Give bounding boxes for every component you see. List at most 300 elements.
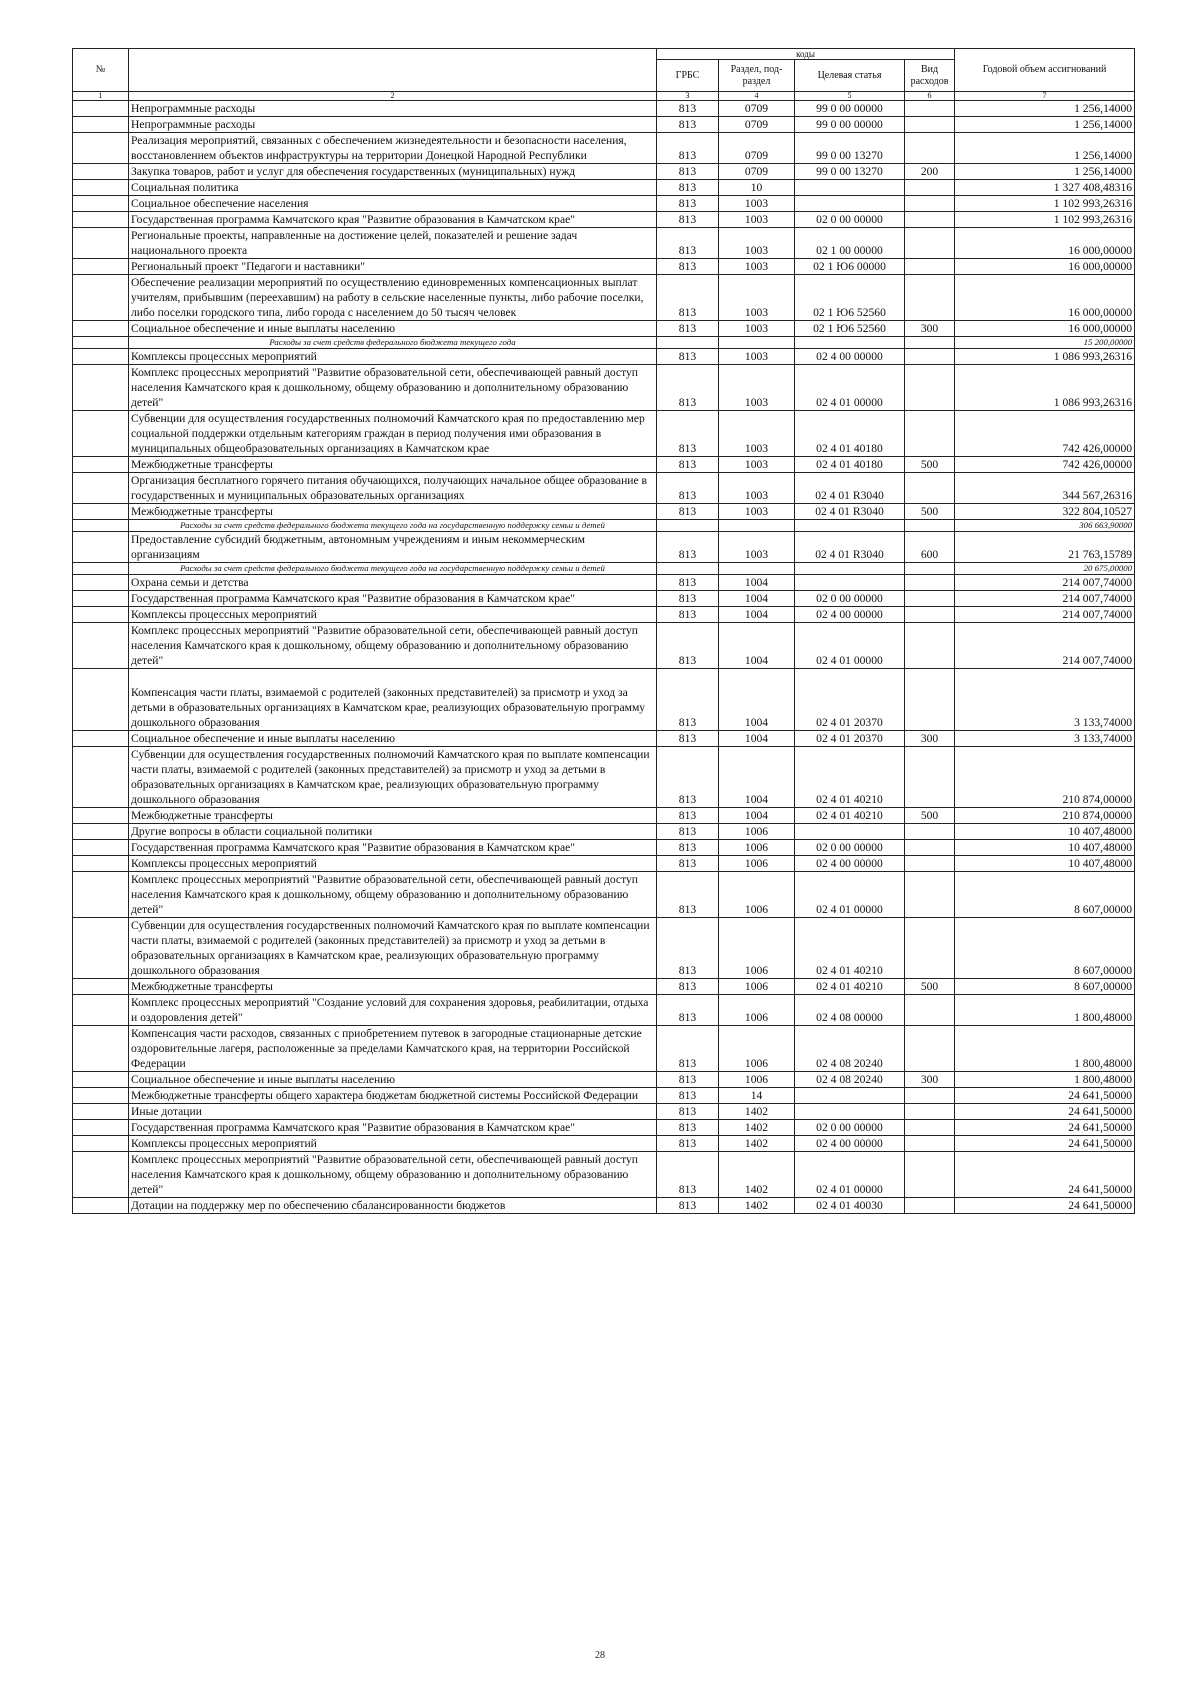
- row-grbs-cell: 813: [657, 532, 719, 563]
- row-section-cell: 1003: [719, 212, 795, 228]
- row-target-cell: 02 4 01 R3040: [795, 473, 905, 504]
- row-type-cell: [905, 473, 955, 504]
- row-type-cell: [905, 212, 955, 228]
- table-row: [73, 212, 1135, 228]
- row-section-cell: 1402: [719, 1152, 795, 1198]
- row-name-cell: Социальное обеспечение населения: [129, 196, 657, 212]
- row-name-cell: Компенсация части платы, взимаемой с родителей (законных представителей) за присмотр и уход за детьми в образовательных организациях в Камчатском крае, реализующих образовательную программу дошкольного образования: [129, 669, 657, 731]
- row-grbs-cell: 813: [657, 1120, 719, 1136]
- row-amount-cell: 15 200,00000: [955, 337, 1135, 349]
- row-grbs-cell: 813: [657, 457, 719, 473]
- row-type-cell: [905, 856, 955, 872]
- header-idx: 2: [129, 92, 657, 101]
- row-target-cell: [795, 563, 905, 575]
- row-amount-cell: 16 000,00000: [955, 228, 1135, 259]
- row-no-cell: [73, 607, 129, 623]
- row-section-cell: 1003: [719, 275, 795, 321]
- row-target-cell: 02 4 01 00000: [795, 623, 905, 669]
- row-type-cell: [905, 1136, 955, 1152]
- table-row: [73, 979, 1135, 995]
- table-row: [73, 365, 1135, 411]
- table-row: [73, 337, 1135, 349]
- row-no-cell: [73, 591, 129, 607]
- row-amount-cell: 16 000,00000: [955, 321, 1135, 337]
- row-grbs-cell: 813: [657, 349, 719, 365]
- row-name-cell: Субвенции для осуществления государственных полномочий Камчатского края по выплате компенсации части платы, взимаемой с родителей (законных представителей) за присмотр и уход за детьми в образовательных организациях в Камчатском крае, реализующих образовательную программу дошкольного образования: [129, 747, 657, 808]
- table-row: [73, 349, 1135, 365]
- header-idx: 4: [719, 92, 795, 101]
- row-amount-cell: 16 000,00000: [955, 259, 1135, 275]
- header-idx: 1: [73, 92, 129, 101]
- header-idx: 5: [795, 92, 905, 101]
- row-type-cell: [905, 840, 955, 856]
- row-grbs-cell: 813: [657, 856, 719, 872]
- row-section-cell: 1003: [719, 473, 795, 504]
- row-name-cell: Иные дотации: [129, 1104, 657, 1120]
- table-row: [73, 101, 1135, 117]
- row-section-cell: 1004: [719, 747, 795, 808]
- row-grbs-cell: 813: [657, 575, 719, 591]
- table-row: [73, 411, 1135, 457]
- row-name-cell: Межбюджетные трансферты: [129, 979, 657, 995]
- row-name-cell: Межбюджетные трансферты общего характера бюджетам бюджетной системы Российской Федерации: [129, 1088, 657, 1104]
- table-row: [73, 575, 1135, 591]
- row-no-cell: [73, 1072, 129, 1088]
- table-row: [73, 504, 1135, 520]
- table-row: [73, 995, 1135, 1026]
- row-name-cell: Региональный проект "Педагоги и наставники": [129, 259, 657, 275]
- table-row: [73, 856, 1135, 872]
- row-amount-cell: 1 800,48000: [955, 1026, 1135, 1072]
- row-no-cell: [73, 824, 129, 840]
- row-section-cell: 1402: [719, 1136, 795, 1152]
- header-type: Вид расходов: [905, 60, 955, 92]
- row-target-cell: 02 1 Ю6 52560: [795, 275, 905, 321]
- row-target-cell: 02 4 01 R3040: [795, 504, 905, 520]
- row-section-cell: 1004: [719, 623, 795, 669]
- row-grbs-cell: 813: [657, 473, 719, 504]
- row-type-cell: [905, 411, 955, 457]
- row-amount-cell: 214 007,74000: [955, 623, 1135, 669]
- row-type-cell: [905, 196, 955, 212]
- table-row: [73, 607, 1135, 623]
- row-target-cell: [795, 180, 905, 196]
- table-body: [73, 101, 1135, 1214]
- row-no-cell: [73, 180, 129, 196]
- row-type-cell: 300: [905, 321, 955, 337]
- row-type-cell: 500: [905, 808, 955, 824]
- row-name-cell: Расходы за счет средств федерального бюджета текущего года на государственную поддержку семьи и детей: [129, 563, 657, 575]
- row-name-cell: Государственная программа Камчатского края "Развитие образования в Камчатском крае": [129, 212, 657, 228]
- row-target-cell: 02 4 01 R3040: [795, 532, 905, 563]
- row-type-cell: 500: [905, 979, 955, 995]
- row-type-cell: [905, 623, 955, 669]
- row-type-cell: [905, 824, 955, 840]
- row-type-cell: [905, 1120, 955, 1136]
- row-amount-cell: 1 327 408,48316: [955, 180, 1135, 196]
- row-grbs-cell: 813: [657, 321, 719, 337]
- row-target-cell: [795, 575, 905, 591]
- row-name-cell: Дотации на поддержку мер по обеспечению сбалансированности бюджетов: [129, 1198, 657, 1214]
- row-grbs-cell: 813: [657, 259, 719, 275]
- row-type-cell: [905, 591, 955, 607]
- table-row: [73, 747, 1135, 808]
- row-name-cell: Субвенции для осуществления государственных полномочий Камчатского края по выплате компенсации части платы, взимаемой с родителей (законных представителей) за присмотр и уход за детьми в образовательных организациях в Камчатском крае, реализующих образовательную программу дошкольного образования: [129, 918, 657, 979]
- row-type-cell: [905, 117, 955, 133]
- row-type-cell: [905, 101, 955, 117]
- row-name-cell: Охрана семьи и детства: [129, 575, 657, 591]
- row-section-cell: 1003: [719, 457, 795, 473]
- row-target-cell: 02 1 Ю6 00000: [795, 259, 905, 275]
- row-target-cell: 02 4 08 20240: [795, 1072, 905, 1088]
- row-type-cell: [905, 575, 955, 591]
- row-grbs-cell: 813: [657, 411, 719, 457]
- row-target-cell: [795, 337, 905, 349]
- row-amount-cell: 1 102 993,26316: [955, 196, 1135, 212]
- row-no-cell: [73, 918, 129, 979]
- row-target-cell: [795, 1104, 905, 1120]
- row-amount-cell: 1 086 993,26316: [955, 365, 1135, 411]
- row-grbs-cell: 813: [657, 591, 719, 607]
- row-section-cell: [719, 520, 795, 532]
- row-no-cell: [73, 840, 129, 856]
- row-name-cell: Региональные проекты, направленные на достижение целей, показателей и решение задач национального проекта: [129, 228, 657, 259]
- row-amount-cell: 214 007,74000: [955, 575, 1135, 591]
- row-no-cell: [73, 623, 129, 669]
- row-target-cell: 02 4 01 40210: [795, 918, 905, 979]
- table-row: [73, 164, 1135, 180]
- table-row: [73, 532, 1135, 563]
- row-amount-cell: 24 641,50000: [955, 1088, 1135, 1104]
- row-no-cell: [73, 259, 129, 275]
- row-target-cell: 02 0 00 00000: [795, 1120, 905, 1136]
- row-section-cell: 1006: [719, 1072, 795, 1088]
- row-type-cell: [905, 1104, 955, 1120]
- table-row: [73, 591, 1135, 607]
- row-type-cell: [905, 563, 955, 575]
- row-section-cell: 0709: [719, 164, 795, 180]
- row-type-cell: [905, 872, 955, 918]
- row-no-cell: [73, 411, 129, 457]
- row-section-cell: 1003: [719, 411, 795, 457]
- row-target-cell: 99 0 00 00000: [795, 117, 905, 133]
- row-target-cell: [795, 1088, 905, 1104]
- row-section-cell: 1004: [719, 731, 795, 747]
- row-grbs-cell: 813: [657, 995, 719, 1026]
- row-section-cell: 1003: [719, 365, 795, 411]
- row-grbs-cell: 813: [657, 607, 719, 623]
- row-amount-cell: 210 874,00000: [955, 747, 1135, 808]
- header-no: №: [73, 49, 129, 92]
- row-name-cell: Комплексы процессных мероприятий: [129, 607, 657, 623]
- row-target-cell: 02 0 00 00000: [795, 840, 905, 856]
- row-grbs-cell: 813: [657, 228, 719, 259]
- row-no-cell: [73, 979, 129, 995]
- row-type-cell: 300: [905, 1072, 955, 1088]
- row-amount-cell: 210 874,00000: [955, 808, 1135, 824]
- row-type-cell: [905, 607, 955, 623]
- row-grbs-cell: 813: [657, 180, 719, 196]
- row-target-cell: 02 4 00 00000: [795, 856, 905, 872]
- row-name-cell: Комплексы процессных мероприятий: [129, 856, 657, 872]
- row-no-cell: [73, 164, 129, 180]
- row-type-cell: 500: [905, 457, 955, 473]
- row-amount-cell: 214 007,74000: [955, 591, 1135, 607]
- row-section-cell: 1006: [719, 995, 795, 1026]
- row-name-cell: Реализация мероприятий, связанных с обеспечением жизнедеятельности и безопасности населения, восстановлением объектов инфраструктуры на территории Донецкой Народной Республики: [129, 133, 657, 164]
- row-grbs-cell: 813: [657, 731, 719, 747]
- row-grbs-cell: 813: [657, 212, 719, 228]
- row-type-cell: [905, 918, 955, 979]
- row-grbs-cell: 813: [657, 196, 719, 212]
- row-target-cell: 99 0 00 00000: [795, 101, 905, 117]
- row-no-cell: [73, 1104, 129, 1120]
- row-grbs-cell: 813: [657, 747, 719, 808]
- row-section-cell: 1003: [719, 321, 795, 337]
- row-no-cell: [73, 133, 129, 164]
- header-codes: коды: [657, 49, 955, 60]
- row-name-cell: Другие вопросы в области социальной политики: [129, 824, 657, 840]
- row-name-cell: Расходы за счет средств федерального бюджета текущего года на государственную поддержку семьи и детей: [129, 520, 657, 532]
- row-amount-cell: 306 663,90000: [955, 520, 1135, 532]
- row-type-cell: [905, 1088, 955, 1104]
- row-section-cell: 14: [719, 1088, 795, 1104]
- row-target-cell: 02 4 01 40210: [795, 979, 905, 995]
- row-no-cell: [73, 196, 129, 212]
- row-no-cell: [73, 1198, 129, 1214]
- row-no-cell: [73, 872, 129, 918]
- table-row: [73, 918, 1135, 979]
- row-target-cell: 02 4 01 40180: [795, 411, 905, 457]
- row-section-cell: 1003: [719, 532, 795, 563]
- table-row: [73, 1088, 1135, 1104]
- row-target-cell: [795, 196, 905, 212]
- row-amount-cell: 24 641,50000: [955, 1198, 1135, 1214]
- row-amount-cell: 24 641,50000: [955, 1136, 1135, 1152]
- row-no-cell: [73, 856, 129, 872]
- row-no-cell: [73, 321, 129, 337]
- table-row: [73, 824, 1135, 840]
- row-no-cell: [73, 337, 129, 349]
- row-type-cell: 300: [905, 731, 955, 747]
- row-section-cell: 1006: [719, 979, 795, 995]
- row-section-cell: 1006: [719, 1026, 795, 1072]
- row-name-cell: Межбюджетные трансферты: [129, 457, 657, 473]
- header-amount: Годовой объем ассигнований: [955, 49, 1135, 92]
- row-grbs-cell: 813: [657, 1026, 719, 1072]
- row-section-cell: 1004: [719, 575, 795, 591]
- header-section: Раздел, под-раздел: [719, 60, 795, 92]
- row-name-cell: Социальное обеспечение и иные выплаты населению: [129, 731, 657, 747]
- row-amount-cell: 214 007,74000: [955, 607, 1135, 623]
- row-section-cell: 1402: [719, 1104, 795, 1120]
- row-name-cell: Непрограммные расходы: [129, 101, 657, 117]
- row-amount-cell: 1 256,14000: [955, 133, 1135, 164]
- row-no-cell: [73, 520, 129, 532]
- row-type-cell: [905, 669, 955, 731]
- row-type-cell: [905, 133, 955, 164]
- row-amount-cell: 742 426,00000: [955, 457, 1135, 473]
- row-grbs-cell: 813: [657, 504, 719, 520]
- row-section-cell: 1402: [719, 1198, 795, 1214]
- row-no-cell: [73, 1120, 129, 1136]
- row-type-cell: 200: [905, 164, 955, 180]
- table-row: [73, 872, 1135, 918]
- page-number: 28: [595, 1650, 605, 1661]
- row-name-cell: Комплекс процессных мероприятий "Развитие образовательной сети, обеспечивающей равный доступ населения Камчатского края к дошкольному, общему образованию и дополнительному образованию детей": [129, 623, 657, 669]
- row-grbs-cell: 813: [657, 164, 719, 180]
- row-target-cell: 99 0 00 13270: [795, 164, 905, 180]
- row-amount-cell: 10 407,48000: [955, 856, 1135, 872]
- row-amount-cell: 3 133,74000: [955, 731, 1135, 747]
- row-grbs-cell: 813: [657, 1088, 719, 1104]
- row-amount-cell: 1 256,14000: [955, 117, 1135, 133]
- row-type-cell: [905, 1198, 955, 1214]
- row-no-cell: [73, 563, 129, 575]
- row-name-cell: Комплекс процессных мероприятий "Развитие образовательной сети, обеспечивающей равный доступ населения Камчатского края к дошкольному, общему образованию и дополнительному образованию детей": [129, 872, 657, 918]
- row-grbs-cell: 813: [657, 872, 719, 918]
- row-section-cell: 1006: [719, 856, 795, 872]
- table-row: [73, 275, 1135, 321]
- budget-table: [72, 48, 1135, 1214]
- row-section-cell: 1003: [719, 228, 795, 259]
- row-section-cell: 1003: [719, 504, 795, 520]
- table-row: [73, 457, 1135, 473]
- row-no-cell: [73, 504, 129, 520]
- row-grbs-cell: 813: [657, 133, 719, 164]
- row-target-cell: 99 0 00 13270: [795, 133, 905, 164]
- row-grbs-cell: 813: [657, 623, 719, 669]
- row-section-cell: 1004: [719, 669, 795, 731]
- row-amount-cell: 1 086 993,26316: [955, 349, 1135, 365]
- table-row: [73, 117, 1135, 133]
- row-name-cell: Расходы за счет средств федерального бюджета текущего года: [129, 337, 657, 349]
- row-amount-cell: 8 607,00000: [955, 918, 1135, 979]
- row-target-cell: 02 4 00 00000: [795, 1136, 905, 1152]
- row-name-cell: Социальное обеспечение и иные выплаты населению: [129, 321, 657, 337]
- row-section-cell: [719, 563, 795, 575]
- row-amount-cell: 742 426,00000: [955, 411, 1135, 457]
- row-amount-cell: 1 256,14000: [955, 164, 1135, 180]
- table-row: [73, 731, 1135, 747]
- table-row: [73, 1152, 1135, 1198]
- table-row: [73, 1072, 1135, 1088]
- table-row: [73, 321, 1135, 337]
- row-section-cell: 1004: [719, 591, 795, 607]
- row-target-cell: 02 4 08 20240: [795, 1026, 905, 1072]
- row-name-cell: Комплексы процессных мероприятий: [129, 1136, 657, 1152]
- row-amount-cell: 16 000,00000: [955, 275, 1135, 321]
- row-section-cell: 1004: [719, 607, 795, 623]
- row-name-cell: Государственная программа Камчатского края "Развитие образования в Камчатском крае": [129, 1120, 657, 1136]
- row-no-cell: [73, 1152, 129, 1198]
- row-amount-cell: 1 800,48000: [955, 995, 1135, 1026]
- table-row: [73, 808, 1135, 824]
- row-target-cell: 02 4 01 40180: [795, 457, 905, 473]
- row-section-cell: 1003: [719, 349, 795, 365]
- row-target-cell: 02 1 00 00000: [795, 228, 905, 259]
- row-name-cell: Межбюджетные трансферты: [129, 504, 657, 520]
- row-grbs-cell: 813: [657, 275, 719, 321]
- row-name-cell: Компенсация части расходов, связанных с приобретением путевок в загородные стационарные детские оздоровительные лагеря, расположенные за пределами Камчатского края, на территории Российской Федерации: [129, 1026, 657, 1072]
- table-row: [73, 180, 1135, 196]
- row-type-cell: [905, 747, 955, 808]
- row-target-cell: [795, 824, 905, 840]
- row-target-cell: 02 4 00 00000: [795, 349, 905, 365]
- row-grbs-cell: 813: [657, 365, 719, 411]
- row-section-cell: 1006: [719, 840, 795, 856]
- row-name-cell: Государственная программа Камчатского края "Развитие образования в Камчатском крае": [129, 840, 657, 856]
- row-grbs-cell: [657, 337, 719, 349]
- row-grbs-cell: 813: [657, 669, 719, 731]
- row-no-cell: [73, 457, 129, 473]
- row-no-cell: [73, 1088, 129, 1104]
- table-row: [73, 259, 1135, 275]
- row-type-cell: [905, 228, 955, 259]
- row-name-cell: Комплекс процессных мероприятий "Развитие образовательной сети, обеспечивающей равный доступ населения Камчатского края к дошкольному, общему образованию и дополнительному образованию детей": [129, 365, 657, 411]
- row-no-cell: [73, 575, 129, 591]
- row-target-cell: 02 1 Ю6 52560: [795, 321, 905, 337]
- row-target-cell: [795, 520, 905, 532]
- row-target-cell: 02 4 01 00000: [795, 1152, 905, 1198]
- row-no-cell: [73, 275, 129, 321]
- row-no-cell: [73, 473, 129, 504]
- row-no-cell: [73, 365, 129, 411]
- row-target-cell: 02 4 01 40030: [795, 1198, 905, 1214]
- row-section-cell: 1006: [719, 872, 795, 918]
- table-row: [73, 1198, 1135, 1214]
- table-row: [73, 669, 1135, 731]
- row-grbs-cell: [657, 563, 719, 575]
- row-name-cell: Обеспечение реализации мероприятий по осуществлению единовременных компенсационных выплат учителям, прибывшим (переехавшим) на работу в сельские населенные пункты, либо рабочие поселки, либо поселки городского типа, либо города с населением до 50 тысяч человек: [129, 275, 657, 321]
- row-target-cell: 02 4 01 40210: [795, 808, 905, 824]
- row-amount-cell: 24 641,50000: [955, 1152, 1135, 1198]
- row-grbs-cell: 813: [657, 824, 719, 840]
- row-no-cell: [73, 101, 129, 117]
- row-no-cell: [73, 117, 129, 133]
- header-idx: 6: [905, 92, 955, 101]
- row-grbs-cell: 813: [657, 101, 719, 117]
- row-no-cell: [73, 228, 129, 259]
- row-section-cell: 1003: [719, 196, 795, 212]
- row-name-cell: Комплекс процессных мероприятий "Развитие образовательной сети, обеспечивающей равный доступ населения Камчатского края к дошкольному, общему образованию и дополнительному образованию детей": [129, 1152, 657, 1198]
- row-name-cell: Комплекс процессных мероприятий "Создание условий для сохранения здоровья, реабилитации, отдыха и оздоровления детей": [129, 995, 657, 1026]
- row-amount-cell: 10 407,48000: [955, 840, 1135, 856]
- row-type-cell: [905, 259, 955, 275]
- row-grbs-cell: 813: [657, 1104, 719, 1120]
- row-grbs-cell: 813: [657, 1072, 719, 1088]
- row-grbs-cell: 813: [657, 1198, 719, 1214]
- row-type-cell: 600: [905, 532, 955, 563]
- table-row: [73, 520, 1135, 532]
- row-type-cell: [905, 337, 955, 349]
- row-name-cell: Организация бесплатного горячего питания обучающихся, получающих начальное общее образование в государственных и муниципальных образовательных организациях: [129, 473, 657, 504]
- row-target-cell: 02 4 00 00000: [795, 607, 905, 623]
- row-type-cell: [905, 995, 955, 1026]
- row-name-cell: Межбюджетные трансферты: [129, 808, 657, 824]
- row-amount-cell: 24 641,50000: [955, 1120, 1135, 1136]
- table-row: [73, 623, 1135, 669]
- row-section-cell: 0709: [719, 101, 795, 117]
- row-target-cell: 02 4 01 00000: [795, 365, 905, 411]
- row-type-cell: [905, 275, 955, 321]
- table-row: [73, 196, 1135, 212]
- row-amount-cell: 1 800,48000: [955, 1072, 1135, 1088]
- row-amount-cell: 344 567,26316: [955, 473, 1135, 504]
- row-amount-cell: 20 675,00000: [955, 563, 1135, 575]
- row-type-cell: [905, 520, 955, 532]
- row-no-cell: [73, 212, 129, 228]
